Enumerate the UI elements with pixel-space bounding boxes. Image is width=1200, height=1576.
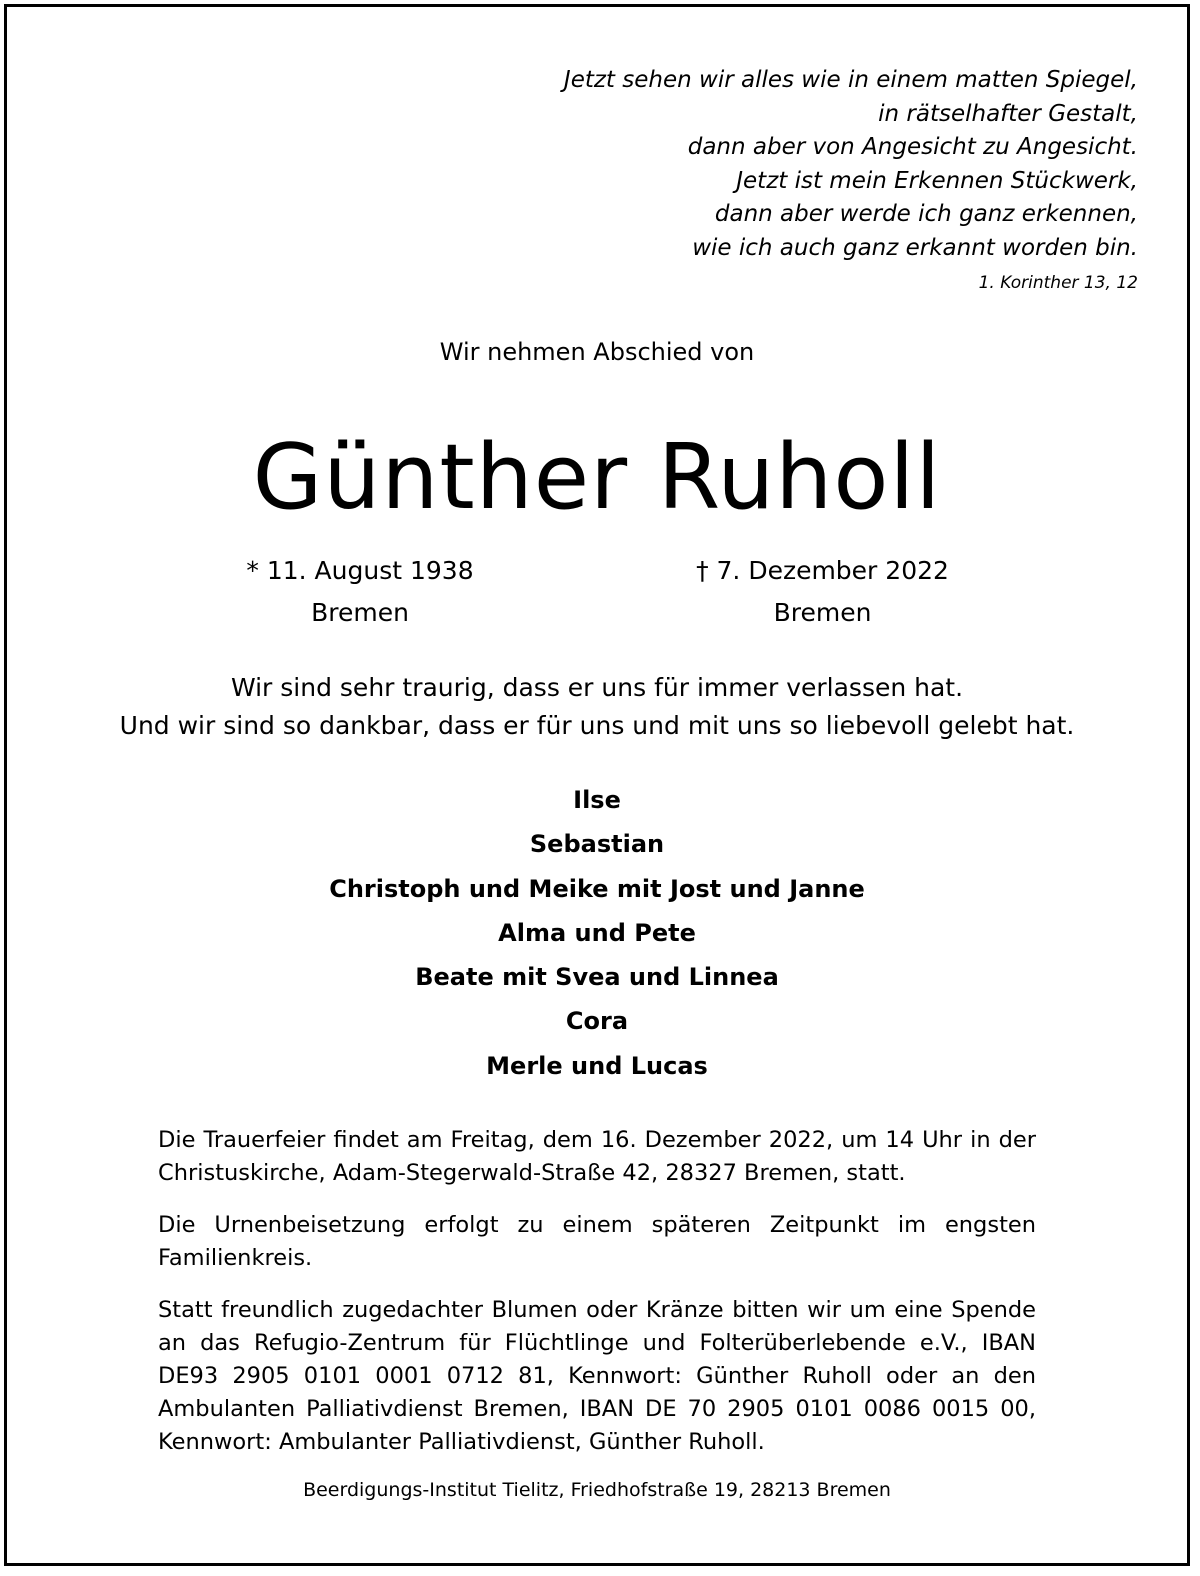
quote-line: Jetzt sehen wir alles wie in einem matten Spiegel, xyxy=(563,67,1138,93)
mourner: Ilse xyxy=(573,786,621,814)
deceased-name: Günther Ruholl xyxy=(252,425,942,530)
birth-date: * 11. August 1938 xyxy=(246,556,474,585)
intro-text: Wir nehmen Abschied von xyxy=(439,338,755,366)
quote-line: Jetzt ist mein Erkennen Stückwerk, xyxy=(736,167,1138,194)
mourner: Alma und Pete xyxy=(498,918,696,947)
message-line: Und wir sind so dankbar, dass er für uns und mit uns so liebevoll gelebt hat. xyxy=(119,711,1075,740)
funeral-service-paragraph: Die Trauerfeier findet am Freitag, dem 16. Dezember 2022, um 14 Uhr in der Christuskirche, Adam-Stegerwald-Straße 42, 28327 Bremen, statt. xyxy=(158,1127,1036,1186)
birth-place: Bremen xyxy=(311,598,409,627)
death-date: † 7. Dezember 2022 xyxy=(696,556,949,585)
quote-line: dann aber von Angesicht zu Angesicht. xyxy=(687,134,1138,161)
farewell-message xyxy=(0,669,1194,745)
quote-line: in rätselhafter Gestalt, xyxy=(878,100,1138,127)
funeral-home: Beerdigungs-Institut Tielitz, Friedhofstraße 19, 28213 Bremen xyxy=(303,1479,891,1501)
message-line: Wir sind sehr traurig, dass er uns für immer verlassen hat. xyxy=(230,673,964,702)
mourner: Beate mit Svea und Linnea xyxy=(415,963,779,992)
urn-burial-paragraph: Die Urnenbeisetzung erfolgt zu einem späteren Zeitpunkt im engsten Familienkreis. xyxy=(158,1212,1036,1271)
mourners-list xyxy=(0,778,1194,1088)
death-place: Bremen xyxy=(773,598,872,627)
quote-line: wie ich auch ganz erkannt worden bin. xyxy=(692,234,1138,261)
quote-source: 1. Korinther 13, 12 xyxy=(978,272,1138,293)
ceremony-info xyxy=(158,1124,1036,1478)
birth-info xyxy=(200,550,520,634)
mourner: Cora xyxy=(565,1007,629,1036)
quote-line: dann aber werde ich ganz erkennen, xyxy=(714,201,1138,228)
mourner: Merle und Lucas xyxy=(486,1051,708,1080)
mourner: Christoph und Meike mit Jost und Janne xyxy=(329,874,865,903)
death-info xyxy=(650,550,995,634)
mourner: Sebastian xyxy=(529,830,665,859)
donation-paragraph: Statt freundlich zugedachter Blumen oder Kränze bitten wir um eine Spende an das Refugio-Zentrum für Flüchtlinge und Folterüberlebende e.V., IBAN DE93 2905 0101 0001 0712 81, Kennwort: Günther Ruholl oder an den Ambulanten Palliativdienst Bremen, IBAN DE 70 2905 0101 0086 0015 00, Kennwort: Ambulanter Palliativdienst, Günther Ruholl. xyxy=(158,1297,1036,1455)
bible-quote xyxy=(438,64,1138,300)
